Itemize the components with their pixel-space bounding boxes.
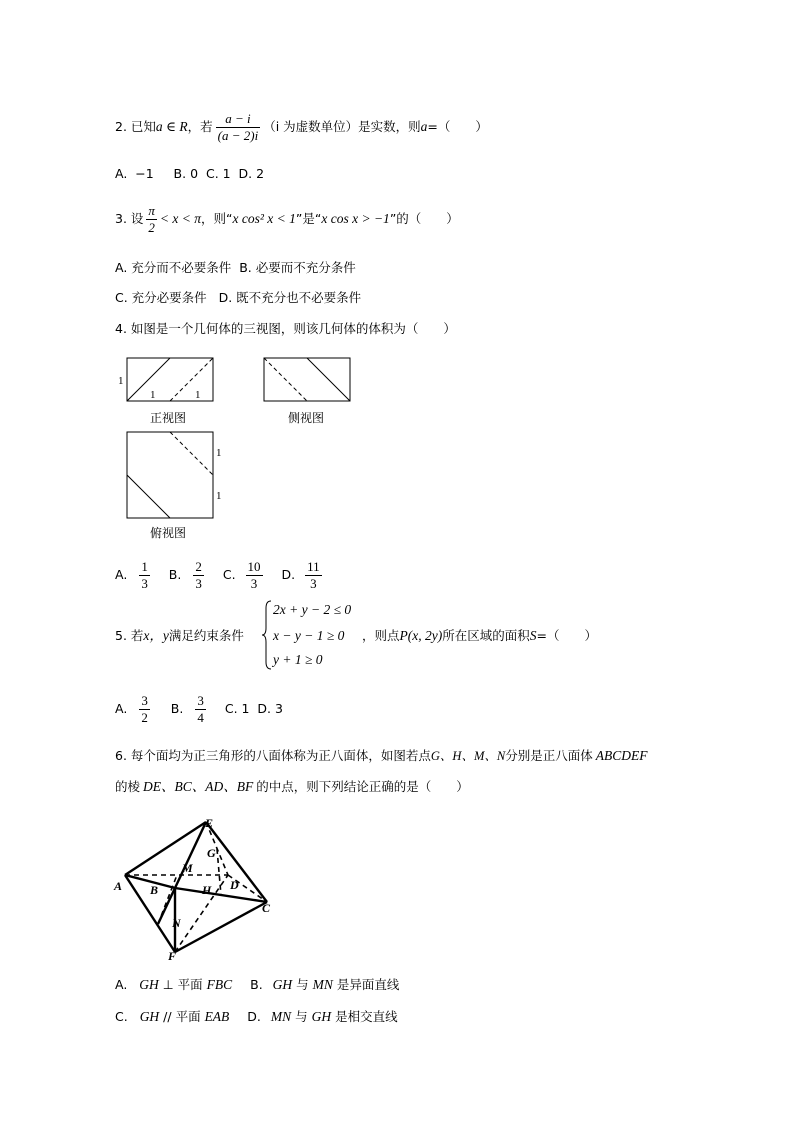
vertex-label-F: F <box>168 949 177 960</box>
front-label-1-right: 1 <box>195 389 201 401</box>
q6-text: 的棱 <box>115 779 141 794</box>
q5-text: =（ ） <box>536 628 597 643</box>
q5-option-b[interactable] <box>170 693 209 725</box>
q4-option-b[interactable] <box>168 559 207 591</box>
q4-option-fraction <box>139 559 150 592</box>
q6-math: FBC <box>206 977 233 992</box>
q2-frac-num: a − i <box>216 111 261 128</box>
q2-text: 2. 已知 <box>115 119 156 134</box>
frac-den: 3 <box>141 576 148 591</box>
q2-math: a ∈ R <box>155 119 188 134</box>
frac-num: 3 <box>197 693 204 708</box>
q4-option-fraction <box>193 559 204 592</box>
q5-text: 5. 若 <box>115 628 144 643</box>
q6-option-letter: B. <box>250 977 263 992</box>
q3-options-line1: A. 充分而不必要条件 B. 必要而不充分条件 <box>115 260 356 275</box>
q6-text: 与 <box>295 1009 308 1024</box>
q4-option-d[interactable] <box>281 559 325 591</box>
frac-den: 3 <box>310 576 317 591</box>
q6-text: 分别是正八面体 <box>505 748 593 763</box>
q3-options-line2: C. 充分必要条件 D. 既不充分也不必要条件 <box>115 290 362 305</box>
q2-text: =（ ） <box>427 119 488 134</box>
q2-stem <box>115 111 488 144</box>
q6-math: MN <box>312 977 333 992</box>
frac-num: 2 <box>195 559 202 574</box>
q3-stem <box>115 203 459 236</box>
q4-option-a[interactable] <box>115 559 153 591</box>
q5-constraint-2: x − y − 1 ≥ 0 <box>273 628 345 643</box>
q5-option-a[interactable] <box>115 693 153 725</box>
frac-den: 3 <box>195 576 202 591</box>
frac-num: 10 <box>247 559 261 574</box>
q4-three-views-figure <box>110 352 370 542</box>
q4-stem: 4. 如图是一个几何体的三视图，则该几何体的体积为（ ） <box>115 321 456 336</box>
q6-options-line2 <box>115 1009 398 1025</box>
q5-math: S <box>529 628 537 643</box>
q4-option-fraction <box>246 559 263 592</box>
q5-options <box>115 692 283 726</box>
q3-math: < x < π <box>159 211 202 226</box>
q4-options <box>115 558 325 592</box>
q5-text: 满足约束条件 <box>168 628 244 643</box>
q5-math: x，y <box>143 628 169 643</box>
q3-fraction <box>146 203 157 236</box>
q4-option-letter: D. <box>281 567 296 582</box>
vertex-label-A: A <box>114 879 123 893</box>
front-label-1-mid: 1 <box>150 389 156 401</box>
vertex-label-E: E <box>205 816 214 830</box>
q6-text: 6. 每个面均为正三角形的八面体称为正八面体，如图若点 <box>115 748 431 763</box>
vertex-label-B: B <box>150 883 159 897</box>
q3-frac-num: π <box>148 203 155 218</box>
q4-option-letter: C. <box>222 567 236 582</box>
q5-brace <box>262 600 272 670</box>
q6-math: GH <box>272 977 293 992</box>
q2-fraction <box>216 111 261 144</box>
q5-option-letter: A. <box>115 701 128 716</box>
q6-text: 是异面直线 <box>336 977 400 992</box>
q2-text: ，若 <box>187 119 213 134</box>
q3-text: ，则“ <box>201 211 233 226</box>
vertex-label-M: M <box>182 861 193 875</box>
q4-option-c[interactable] <box>222 559 266 591</box>
q2-options: A. −1 B. 0 C. 1 D. 2 <box>115 166 265 181</box>
top-view <box>127 432 213 518</box>
top-view-caption: 俯视图 <box>150 526 187 540</box>
q3-frac-den: 2 <box>148 220 155 235</box>
octahedron-figure <box>110 812 300 960</box>
q6-math: ABCDEF <box>595 748 648 763</box>
vertex-label-N: N <box>172 916 181 930</box>
q6-text: 的中点，则下列结论正确的是（ ） <box>256 779 469 794</box>
q6-text: // 平面 <box>163 1009 201 1024</box>
q6-math: DE、BC、AD、BF <box>143 779 254 794</box>
q6-option-b[interactable] <box>250 977 399 992</box>
vertex-label-H: H <box>202 883 212 897</box>
q3-text: ”的（ ） <box>389 211 459 226</box>
q5-option-fraction <box>139 693 150 726</box>
q6-text: 与 <box>296 977 309 992</box>
vertex-label-G: G <box>207 846 216 860</box>
q6-option-c[interactable] <box>115 1009 229 1024</box>
vertex-label-C: C <box>262 901 271 915</box>
frac-den: 3 <box>250 576 258 591</box>
q5-constraint-1: 2x + y − 2 ≤ 0 <box>273 602 352 617</box>
frac-num: 3 <box>141 693 148 708</box>
q2-math: a <box>420 119 428 134</box>
q4-option-fraction <box>305 559 322 592</box>
q5-option-fraction <box>195 693 206 726</box>
q3-math: x cos x > −1 <box>321 211 390 226</box>
q5-stem-left <box>115 628 244 644</box>
q5-text: 所在区域的面积 <box>442 628 530 643</box>
q6-math: EAB <box>204 1009 230 1024</box>
top-label-1-lower: 1 <box>216 490 222 502</box>
q5-text: ，则点 <box>362 628 400 643</box>
side-view-caption: 侧视图 <box>288 411 325 425</box>
q5-constraint-3: y + 1 ≥ 0 <box>273 652 323 667</box>
q5-stem-right <box>362 628 597 644</box>
top-label-1-upper: 1 <box>216 447 222 459</box>
q4-option-letter: A. <box>115 567 128 582</box>
q6-math: GH <box>139 1009 160 1024</box>
frac-num: 1 <box>141 559 148 574</box>
q6-option-a[interactable] <box>115 977 232 992</box>
q6-text: ⊥ 平面 <box>162 977 203 992</box>
q6-stem-line2 <box>115 779 469 795</box>
q6-text: 是相交直线 <box>335 1009 398 1024</box>
q6-option-letter: A. <box>115 977 128 992</box>
frac-den: 4 <box>197 710 204 725</box>
q5-option-letter: B. <box>170 701 184 716</box>
q6-math: G、H、M、N <box>430 749 506 763</box>
front-view-caption: 正视图 <box>150 411 187 425</box>
q3-math: x cos² x < 1 <box>232 211 296 226</box>
q6-option-letter: C. <box>115 1009 128 1024</box>
q6-math: GH <box>311 1009 332 1024</box>
side-view <box>264 358 350 401</box>
q6-option-d[interactable] <box>247 1009 397 1024</box>
front-label-1-left: 1 <box>118 375 124 387</box>
q6-math: GH <box>139 977 159 992</box>
q4-option-letter: B. <box>168 567 182 582</box>
q5-option-cd[interactable]: C. 1 D. 3 <box>224 701 283 716</box>
vertex-label-D: D <box>230 878 239 892</box>
frac-den: 2 <box>141 710 148 725</box>
q3-text: 3. 设 <box>115 211 144 226</box>
q3-text: ”是“ <box>295 211 322 226</box>
q6-math: MN <box>270 1009 292 1024</box>
q2-frac-den: (a − 2)i <box>217 128 259 143</box>
q5-math: P(x, 2y) <box>399 628 443 643</box>
q6-stem-line1 <box>115 748 647 764</box>
q6-options-line1 <box>115 977 399 993</box>
frac-num: 11 <box>307 559 320 574</box>
q6-option-letter: D. <box>247 1009 261 1024</box>
q2-text: （i 为虚数单位）是实数，则 <box>263 119 421 134</box>
